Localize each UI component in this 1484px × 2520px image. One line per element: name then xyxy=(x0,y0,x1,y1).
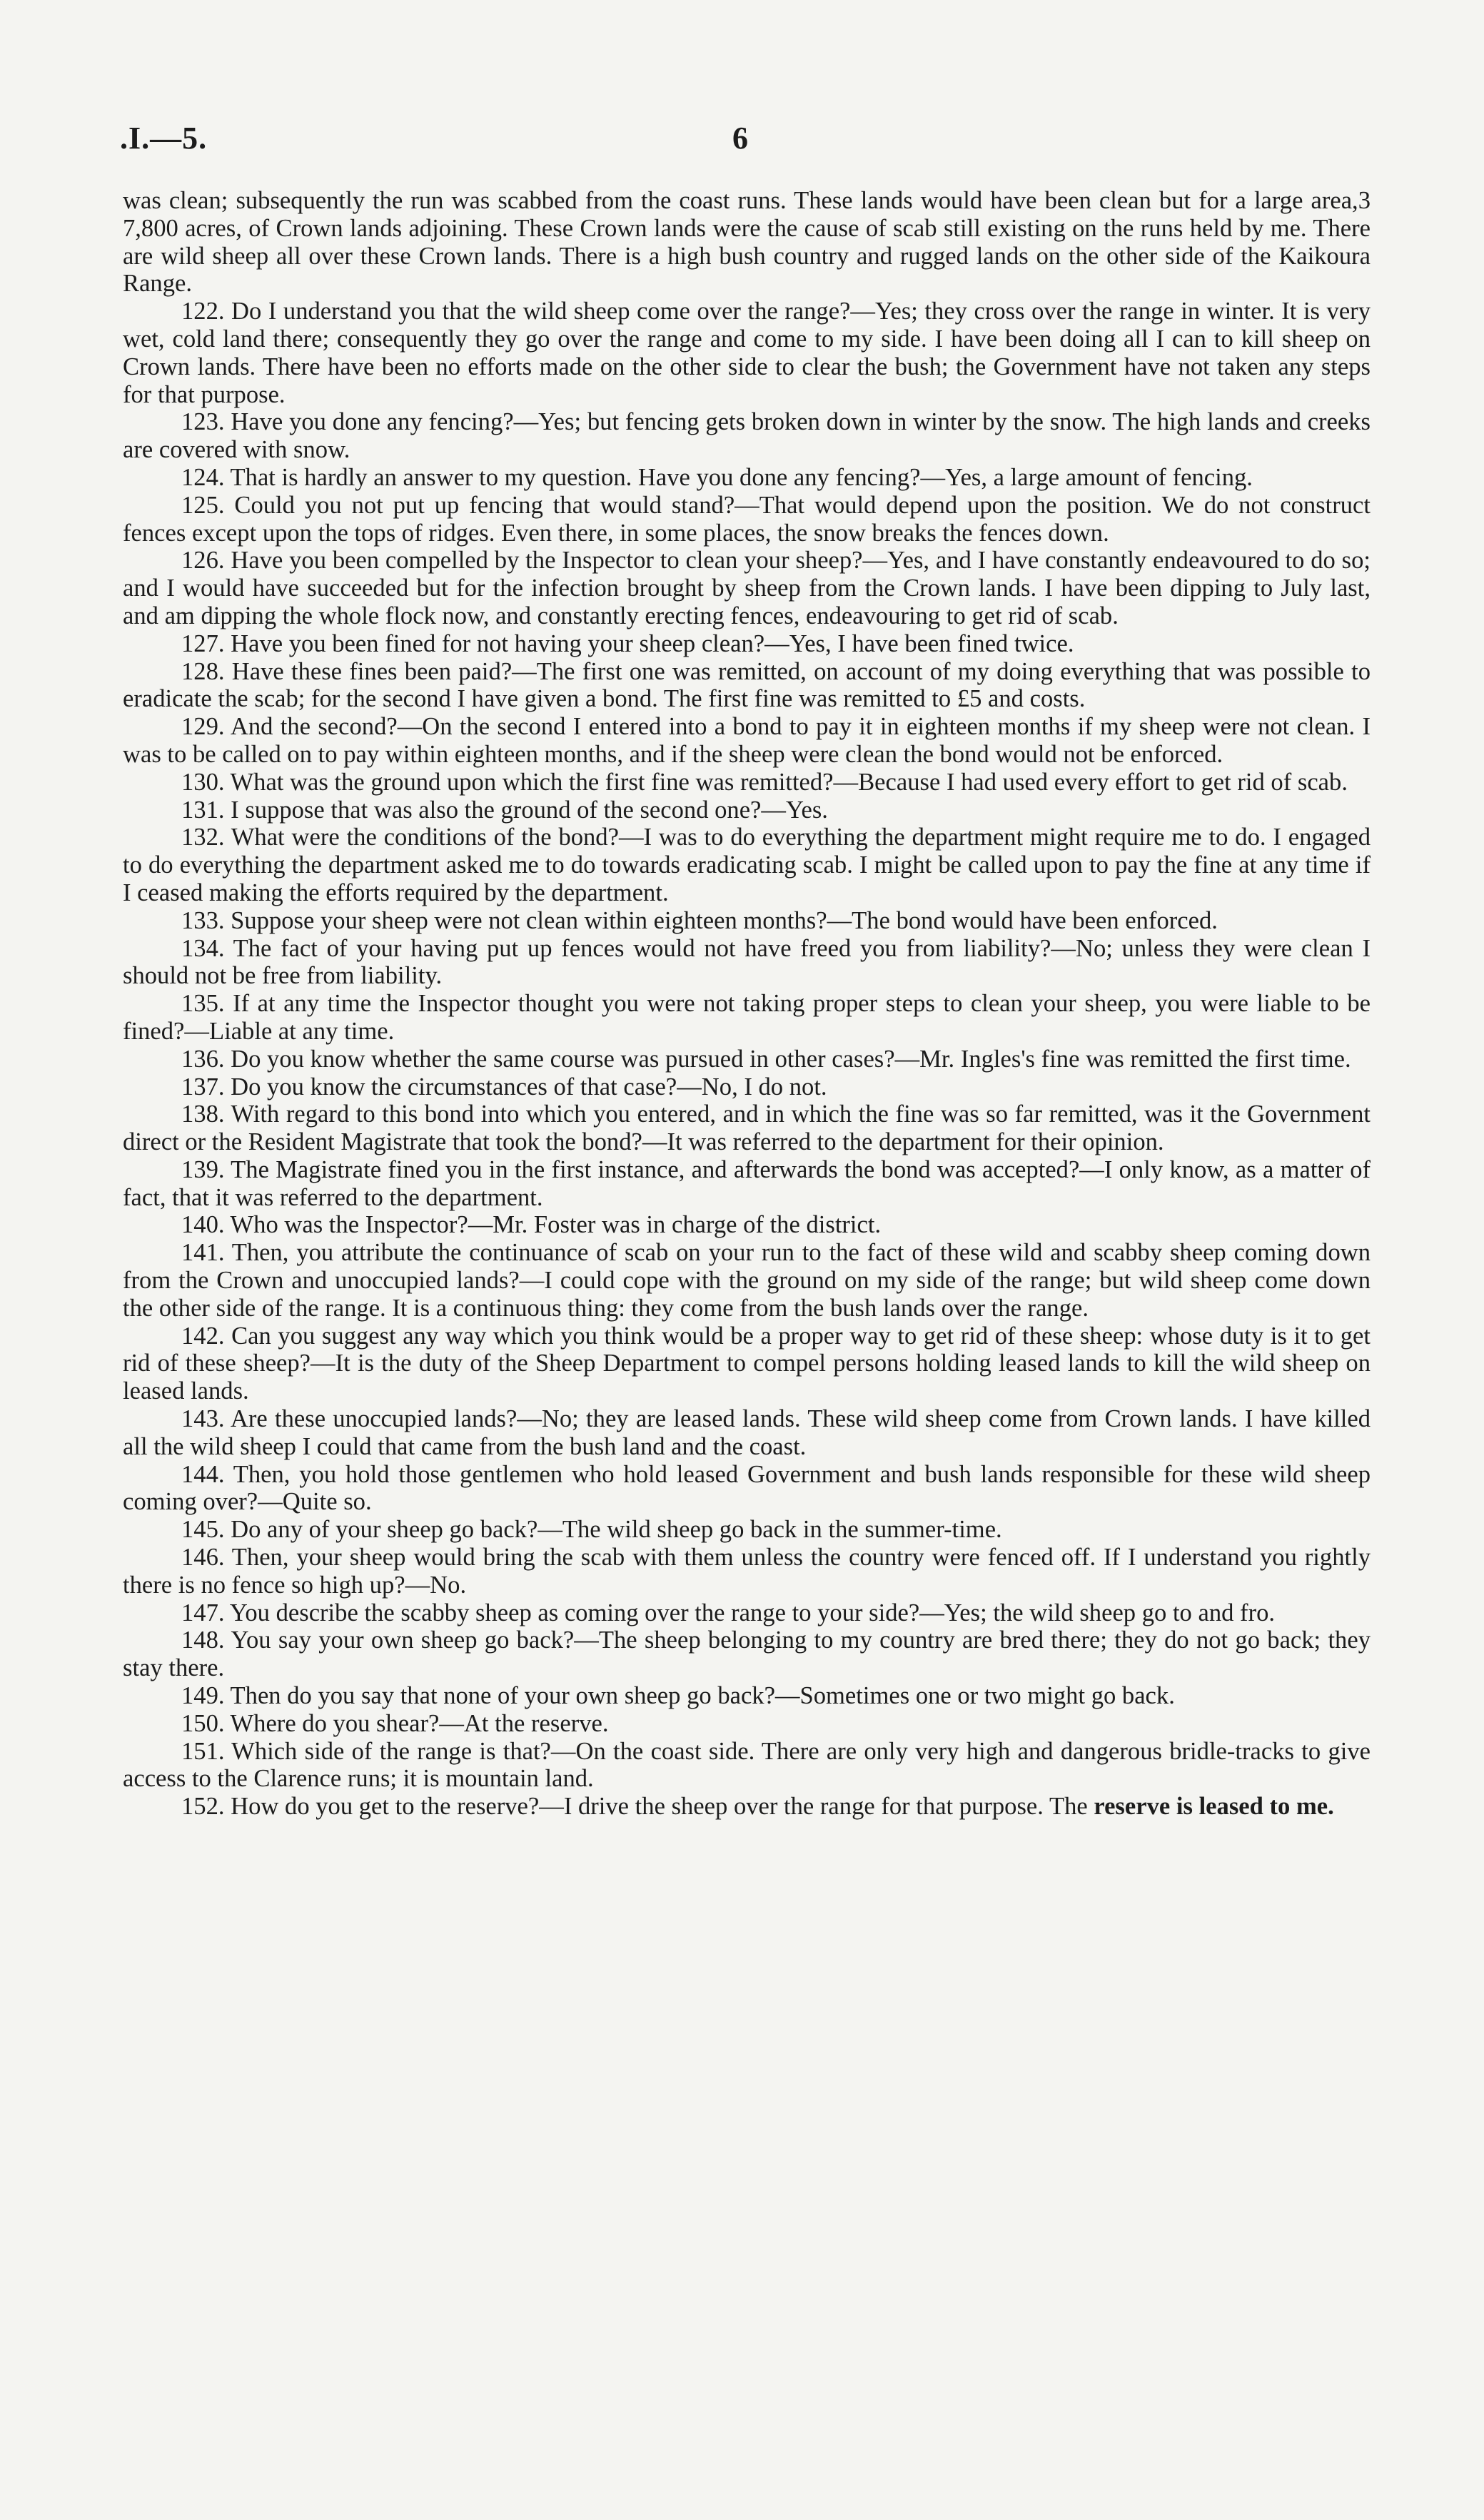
question-paragraph: 148. You say your own sheep go back?—The sheep belonging to my country are bred there; they do not go back; they stay there. xyxy=(123,1626,1371,1682)
minutes-of-evidence xyxy=(123,187,1371,1821)
question-paragraph: 138. With regard to this bond into which you entered, and in which the fine was so far remitted, was it the Government direct or the Resident Magistrate that took the bond?—It was referred to the department for their opinion. xyxy=(123,1100,1371,1156)
question-paragraph: 150. Where do you shear?—At the reserve. xyxy=(181,1709,609,1737)
question-paragraph: 128. Have these fines been paid?—The first one was remitted, on account of my doing everything that was possible to eradicate the scab; for the second I have given a bond. The first fine was remitted to £5 and costs. xyxy=(123,657,1371,713)
question-paragraph: 145. Do any of your sheep go back?—The wild sheep go back in the summer-time. xyxy=(181,1516,1002,1544)
final-question xyxy=(123,1793,1371,1821)
question-paragraph: 129. And the second?—On the second I entered into a bond to pay it in eighteen months if my sheep were not clean. I was to be called on to pay within eighteen months, and if the sheep were clean the bond would not be enforced. xyxy=(123,713,1371,768)
question-paragraph: 137. Do you know the circumstances of that case?—No, I do not. xyxy=(181,1073,827,1100)
question-paragraph: 125. Could you not put up fencing that would stand?—That would depend upon the position. We do not construct fences except upon the tops of ridges. Even there, in some places, the snow breaks the fences down. xyxy=(123,491,1371,547)
page-number: 6 xyxy=(732,121,748,156)
question-paragraph: 139. The Magistrate fined you in the first instance, and afterwards the bond was accepted?—I only know, as a matter of fact, that it was referred to the department. xyxy=(123,1155,1371,1211)
question-paragraph: 142. Can you suggest any way which you think would be a proper way to get rid of these sheep: whose duty is it to get rid of these sheep?—It is the duty of the Sheep Department to compel persons holding leased lands to kill the wild sheep on leased lands. xyxy=(123,1322,1371,1405)
question-paragraph: 146. Then, your sheep would bring the scab with them unless the country were fenced off. If I understand you rightly there is no fence so high up?—No. xyxy=(123,1544,1371,1599)
question-paragraph: 134. The fact of your having put up fences would not have freed you from liability?—No; unless they were clean I should not be free from liability. xyxy=(123,934,1371,990)
question-paragraph: 123. Have you done any fencing?—Yes; but fencing gets broken down in winter by the snow. The high lands and creeks are covered with snow. xyxy=(123,408,1371,464)
question-paragraph: 140. Who was the Inspector?—Mr. Foster was in charge of the district. xyxy=(181,1211,882,1239)
question-paragraph: 147. You describe the scabby sheep as coming over the range to your side?—Yes; the wild sheep go to and fro. xyxy=(181,1599,1276,1626)
question-paragraph: 124. That is hardly an answer to my question. Have you done any fencing?—Yes, a large amount of fencing. xyxy=(181,463,1253,491)
question-paragraph: 132. What were the conditions of the bond?—I was to do everything the department might require me to do. I engaged to do everything the department asked me to do towards eradicating scab. I might be called upon to pay the fine at any time if I ceased making the efforts required by the department. xyxy=(123,824,1371,906)
question-paragraph: 127. Have you been fined for not having your sheep clean?—Yes, I have been fined twice. xyxy=(181,629,1074,657)
question-paragraph: 130. What was the ground upon which the first fine was remitted?—Because I had used every effort to get rid of scab. xyxy=(181,768,1348,796)
question-paragraph: 131. I suppose that was also the ground of the second one?—Yes. xyxy=(181,796,828,824)
question-paragraph: 144. Then, you hold those gentlemen who hold leased Government and bush lands responsible for these wild sheep coming over?—Quite so. xyxy=(123,1460,1371,1516)
question-paragraph: 133. Suppose your sheep were not clean within eighteen months?—The bond would have been enforced. xyxy=(181,906,1218,934)
question-paragraph: 122. Do I understand you that the wild sheep come over the range?—Yes; they cross over the range in winter. It is very wet, cold land there; consequently they go over the range and come to my side. I have been doing all I can to kill sheep on Crown lands. There have been no efforts made on the other side to clear the bush; the Government have not taken any steps for that purpose. xyxy=(123,298,1371,408)
opening-paragraph: was clean; subsequently the run was scabbed from the coast runs. These lands would have been clean but for a large area,3 7,800 acres, of Crown lands adjoining. These Crown lands were the cause of scab still existing on the runs held by me. There are wild sheep all over these Crown lands. There is a high bush country and rugged lands on the other side of the Kaikoura Range. xyxy=(123,187,1371,298)
question-paragraph: 149. Then do you say that none of your own sheep go back?—Sometimes one or two might go back. xyxy=(181,1682,1175,1710)
question-paragraph: 126. Have you been compelled by the Inspector to clean your sheep?—Yes, and I have constantly endeavoured to do so; and I would have succeeded but for the infection brought by sheep from the Crown lands. I have been dipping to July last, and am dipping the whole flock now, and constantly erecting fences, endeavouring to get rid of scab. xyxy=(123,547,1371,629)
question-paragraph: 141. Then, you attribute the continuance of scab on your run to the fact of these wild and scabby sheep coming down from the Crown and unoccupied lands?—I could cope with the ground on my side of the range; but wild sheep come down the other side of the range. It is a continuous thing: they come from the bush lands over the range. xyxy=(123,1239,1371,1322)
page-header xyxy=(120,120,1364,163)
question-paragraph: 135. If at any time the Inspector thought you were not taking proper steps to clean your sheep, you were liable to be fined?—Liable at any time. xyxy=(123,990,1371,1045)
final-question-tail: reserve is leased to me. xyxy=(1094,1793,1334,1821)
question-list xyxy=(123,298,1371,1793)
paper-reference: .I.—5. xyxy=(120,121,208,156)
question-paragraph: 151. Which side of the range is that?—On the coast side. There are only very high and dangerous bridle-tracks to give access to the Clarence runs; it is mountain land. xyxy=(123,1737,1371,1793)
question-paragraph: 143. Are these unoccupied lands?—No; they are leased lands. These wild sheep come from Crown lands. I have killed all the wild sheep I could that came from the bush land and the coast. xyxy=(123,1405,1371,1460)
final-question-text: 152. How do you get to the reserve?—I drive the sheep over the range for that purpose. The xyxy=(181,1793,1088,1821)
question-paragraph: 136. Do you know whether the same course was pursued in other cases?—Mr. Ingles's fine was remitted the first time. xyxy=(181,1045,1351,1073)
